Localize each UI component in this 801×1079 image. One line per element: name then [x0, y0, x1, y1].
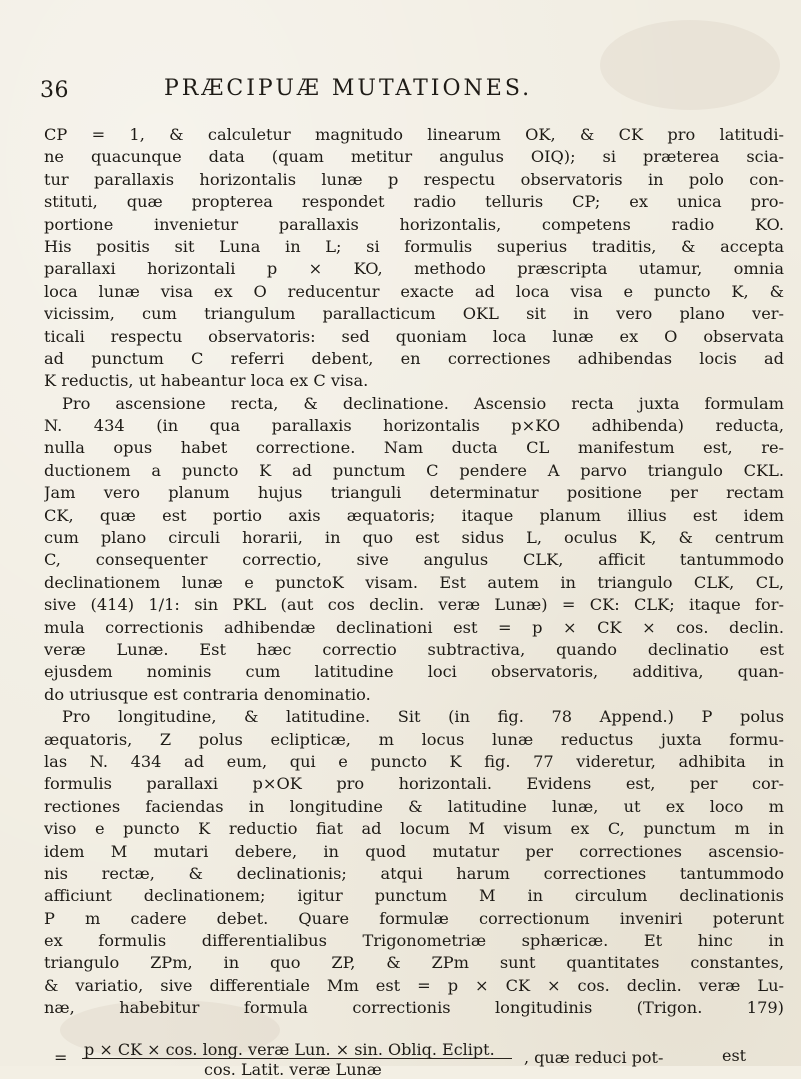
text-line: tur parallaxis horizontalis lunæ p respectu observatoris in polo con- [44, 169, 784, 189]
text-line: rectiones faciendas in longitudine & latitudine lunæ, ut ex loco m [44, 796, 784, 816]
text-line: Pro longitudine, & latitudine. Sit (in fig. 78 Append.) P polus [62, 707, 784, 727]
text-line: las N. 434 ad eum, qui e puncto K fig. 77 videretur, adhibita in [44, 751, 784, 771]
page-header [40, 72, 600, 106]
text-line: sive (414) 1/1: sin PKL (aut cos declin. veræ Lunæ) = CK: CLK; itaque for- [44, 595, 784, 615]
text-line: P m cadere debet. Quare formulæ correctionum inveniri poterunt [44, 908, 784, 928]
text-line: loca lunæ visa ex O reducentur exacte ad loca visa e puncto K, & [44, 281, 784, 301]
text-line: nis rectæ, & declinationis; atqui harum correctiones tantummodo [44, 863, 784, 883]
text-line: triangulo ZPm, in quo ZP, & ZPm sunt quantitates constantes, [44, 953, 784, 973]
fraction-bar [82, 1058, 512, 1059]
body-text [44, 124, 784, 1020]
text-line: næ, habebitur formula correctionis longitudinis (Trigon. 179) [44, 998, 784, 1018]
text-line: afficiunt declinationem; igitur punctum M in circulum declinationis [44, 886, 784, 906]
text-line: veræ Lunæ. Est hæc correctio subtractiva, quando declinatio est [44, 639, 784, 659]
formula-fraction [54, 1040, 734, 1079]
text-line: ductionem a puncto K ad punctum C pendere A parvo triangulo CKL. [44, 460, 784, 480]
paper-stain [600, 20, 780, 110]
text-line: vicissim, cum triangulum parallacticum OKL sit in vero plano ver- [44, 304, 784, 324]
text-line: do utriusque est contraria denominatio. [44, 684, 371, 704]
text-line: His positis sit Luna in L; si formulis superius traditis, & accepta [44, 236, 784, 256]
text-line: cum plano circuli horarii, in quo est sidus L, oculus K, & centrum [44, 528, 784, 548]
fraction-equals: = [54, 1048, 68, 1067]
text-line: stituti, quæ propterea respondet radio telluris CP; ex unica pro- [44, 192, 784, 212]
page-number: 36 [40, 78, 69, 103]
text-line: idem M mutari debere, in quod mutatur per correctiones ascensio- [44, 841, 784, 861]
text-line: N. 434 (in qua parallaxis horizontalis p×KO adhibenda) reducta, [44, 416, 784, 436]
text-line: CP = 1, & calculetur magnitudo linearum OK, & CK pro latitudi- [44, 125, 784, 144]
text-line: formulis parallaxi p×OK pro horizontali. Evidens est, per cor- [44, 774, 784, 794]
text-line: K reductis, ut habeantur loca ex C visa. [44, 371, 369, 391]
text-line: ticali respectu observatoris: sed quoniam loca lunæ ex O observata [44, 326, 784, 346]
text-line: & variatio, sive differentiale Mm est = p × CK × cos. declin. veræ Lu- [44, 975, 784, 995]
fraction-denominator: cos. Latit. veræ Lunæ [204, 1060, 382, 1079]
text-line: æquatoris, Z polus eclipticæ, m locus lunæ reductus juxta formu- [44, 729, 784, 749]
fraction-suffix: , quæ reduci pot- [524, 1048, 664, 1067]
text-line: portione invenietur parallaxis horizontalis, competens radio KO. [44, 214, 784, 234]
text-line: CK, quæ est portio axis æquatoris; itaque planum illius est idem [44, 505, 784, 525]
fraction-numerator: p × CK × cos. long. veræ Lun. × sin. Obliq. Eclipt. [84, 1040, 495, 1059]
text-line: Jam vero planum hujus trianguli determinatur positione per rectam [44, 483, 784, 503]
text-line: C, consequenter correctio, sive angulus CLK, afficit tantummodo [44, 550, 784, 570]
running-head: PRÆCIPUÆ MUTATIONES. [164, 76, 533, 101]
text-line: mula correctionis adhibendæ declinationi est = p × CK × cos. declin. [44, 617, 784, 637]
text-line: nulla opus habet correctione. Nam ducta CL manifestum est, re- [44, 438, 784, 458]
text-line: ne quacunque data (quam metitur angulus OIQ); si præterea scia- [44, 147, 784, 167]
text-line: ex formulis differentialibus Trigonometriæ sphæricæ. Et hinc in [44, 931, 784, 951]
text-line: ejusdem nominis cum latitudine loci observatoris, additiva, quan- [44, 662, 784, 682]
text-line: ad punctum C referri debent, en correctiones adhibendas locis ad [44, 348, 784, 368]
catchword: est [722, 1046, 747, 1065]
text-line: Pro ascensione recta, & declinatione. Ascensio recta juxta formulam [62, 393, 784, 413]
text-line: declinationem lunæ e punctoK visam. Est autem in triangulo CLK, CL, [44, 572, 784, 592]
text-line: viso e puncto K reductio fiat ad locum M visum ex C, punctum m in [44, 819, 784, 839]
text-line: parallaxi horizontali p × KO, methodo præscripta utamur, omnia [44, 259, 784, 279]
